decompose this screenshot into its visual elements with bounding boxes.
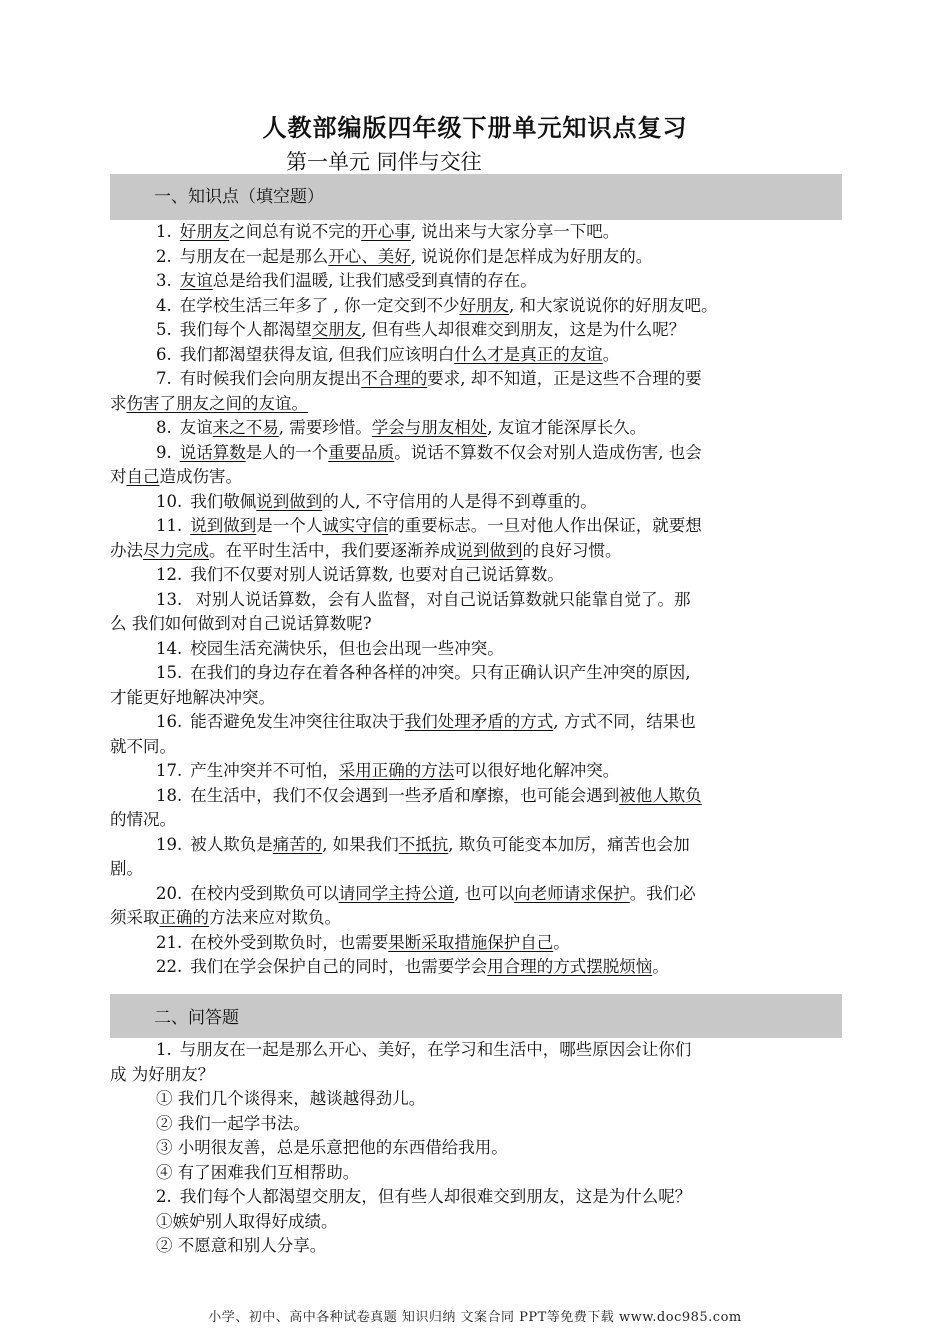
text-segment: 。在平时生活中，我们要逐渐养成 <box>209 540 457 560</box>
fill-in-answer: 正确的 <box>159 908 209 927</box>
question-item-continued <box>110 1063 842 1088</box>
text-segment: 是一个人 <box>256 516 323 535</box>
fill-in-answer: 交朋友 <box>311 320 362 339</box>
text-segment: 我们都渴望获得友谊, 但我们应该明白 <box>179 344 455 364</box>
text-segment: 在校外受到欺负时，也需要 <box>190 932 389 952</box>
text-segment: 对别人说话算数，会有人监督，对自己说话算数就只能靠自觉了。那 <box>190 589 691 609</box>
knowledge-item <box>110 514 842 539</box>
text-segment: 产生冲突并不可怕， <box>190 761 339 780</box>
item-number: 14. <box>156 638 183 658</box>
fill-in-answer: 学会与朋友相处 <box>371 418 488 437</box>
text-segment: , 友谊才能深厚长久。 <box>487 418 647 437</box>
section-heading-knowledge: 一、知识点（填空题） <box>110 174 842 220</box>
text-segment: , 欺负可能变本加厉，痛苦也会加 <box>448 834 690 854</box>
text-segment: 的情况。 <box>110 810 176 829</box>
text-segment: 在学校生活三年多了 , 你一定交到不少 <box>179 295 460 315</box>
knowledge-item-continued <box>110 465 842 490</box>
text-segment: , 也可以 <box>454 883 515 903</box>
knowledge-item <box>110 563 842 588</box>
text-segment: 么 我们如何做到对自己说话算数呢? <box>110 614 372 633</box>
knowledge-item <box>110 710 842 735</box>
item-number: 2. <box>156 1187 172 1206</box>
fill-in-answer: 不合理的 <box>361 369 428 388</box>
text-segment: 可以很好地化解冲突。 <box>454 761 620 780</box>
text-segment: 的人, 不守信用的人是得不到尊重的。 <box>322 491 597 511</box>
fill-in-answer: 说到做到 <box>256 491 323 511</box>
question-item <box>110 1185 842 1210</box>
document-title: 人教部编版四年级下册单元知识点复习 <box>262 114 688 142</box>
text-segment: 有时候我们会向朋友提出 <box>179 369 362 388</box>
fill-in-answer: 重要品质 <box>328 442 395 462</box>
knowledge-item-continued <box>110 539 842 564</box>
item-number: 7. <box>156 369 172 388</box>
knowledge-item <box>110 367 842 392</box>
knowledge-item <box>110 833 842 858</box>
fill-in-answer: 自己 <box>126 467 160 486</box>
item-number: 5. <box>156 320 172 339</box>
knowledge-list <box>110 220 842 980</box>
knowledge-item <box>110 441 842 466</box>
fill-in-answer: 伤害了朋友之间的友谊。 <box>126 393 308 413</box>
fill-in-answer: 什么才是真正的友谊 <box>454 344 603 364</box>
fill-in-answer: 我们处理矛盾的方式 <box>404 712 554 731</box>
item-number: 19. <box>156 834 183 854</box>
text-segment: 我们每个人都渴望交朋友，但有些人却很难交到朋友，这是为什么呢？ <box>179 1187 692 1206</box>
text-segment: , 如果我们 <box>322 834 399 854</box>
text-segment: , 和大家说说你的好朋友吧。 <box>509 295 718 315</box>
text-segment: 之间总有说不完的 <box>229 222 362 241</box>
knowledge-item-continued <box>110 906 842 931</box>
item-number: 20. <box>156 883 183 903</box>
section-heading-qa: 二、问答题 <box>110 994 842 1038</box>
fill-in-answer: 不抵抗 <box>398 834 449 854</box>
knowledge-item <box>110 245 842 270</box>
fill-in-answer: 开心事 <box>361 222 411 241</box>
text-segment: 友谊 <box>179 418 213 437</box>
text-segment: , 说出来与大家分享一下吧。 <box>410 222 620 241</box>
text-segment: 。说话不算数不仅会对别人造成伤害, 也会 <box>394 442 702 462</box>
text-segment: 校园生活充满快乐，但也会出现一些冲突。 <box>190 638 504 658</box>
knowledge-item <box>110 637 842 662</box>
text-segment: 。 <box>652 957 669 976</box>
fill-in-answer: 开心、美好 <box>328 246 411 266</box>
item-number: 13. <box>156 589 183 609</box>
fill-in-answer: 诚实守信 <box>322 516 389 535</box>
knowledge-item-continued <box>110 392 842 417</box>
item-number: 10. <box>156 491 183 511</box>
text-segment: 能否避免发生冲突往往取决于 <box>190 712 405 731</box>
item-number: 18. <box>156 785 183 805</box>
text-segment: , 方式不同，结果也 <box>553 712 696 731</box>
knowledge-item <box>110 269 842 294</box>
text-segment: 在校内受到欺负可以 <box>190 883 339 903</box>
answer-item: ① 我们几个谈得来，越谈越得劲儿。 <box>156 1089 426 1108</box>
knowledge-item <box>110 220 842 245</box>
item-number: 17. <box>156 761 183 780</box>
text-segment: 。 <box>602 344 620 364</box>
text-segment: 剧。 <box>110 859 143 878</box>
qa-list <box>110 1038 842 1259</box>
text-segment: 我们不仅要对别人说话算数, 也要对自己说话算数。 <box>190 565 564 584</box>
answer-item: ③ 小明很友善，总是乐意把他的东西借给我用。 <box>156 1138 508 1157</box>
knowledge-item <box>110 882 842 907</box>
knowledge-item <box>110 588 842 613</box>
knowledge-item <box>110 784 842 809</box>
text-segment: 是人的一个 <box>245 442 329 462</box>
item-number: 15. <box>156 663 183 682</box>
knowledge-item-continued <box>110 612 842 637</box>
fill-in-answer: 说到做到 <box>190 516 257 535</box>
fill-in-answer: 痛苦的 <box>272 834 323 854</box>
text-segment: 我们敬佩 <box>190 491 257 511</box>
text-segment: 的重要标志。一旦对他人作出保证，就要想 <box>388 516 702 535</box>
text-segment: 在我们的身边存在着各种各样的冲突。只有正确认识产生冲突的原因, <box>190 663 691 682</box>
item-number: 1. <box>156 222 172 241</box>
knowledge-item-continued <box>110 808 842 833</box>
knowledge-item-continued <box>110 735 842 760</box>
knowledge-item <box>110 294 842 319</box>
fill-in-answer: 请同学主持公道 <box>338 883 455 903</box>
text-segment: 的良好习惯。 <box>522 540 622 560</box>
text-segment: 总是给我们温暖, 让我们感受到真情的存在。 <box>212 271 537 290</box>
text-segment: 成 为好朋友？ <box>110 1064 215 1084</box>
text-segment: 造成伤害。 <box>159 467 242 486</box>
unit-subtitle: 第一单元 同伴与交往 <box>286 150 482 174</box>
fill-in-answer: 果断采取措施保护自己 <box>388 932 554 952</box>
answer-item: ② 不愿意和别人分享。 <box>156 1236 327 1255</box>
text-segment: 办法 <box>110 540 143 560</box>
answer-item: ② 我们一起学书法。 <box>156 1113 310 1133</box>
fill-in-answer: 采用正确的方法 <box>338 761 455 780</box>
text-segment: 。 <box>553 932 570 952</box>
item-number: 16. <box>156 712 183 731</box>
text-segment: 。我们必 <box>629 883 696 903</box>
fill-in-answer: 说到做到 <box>456 540 523 560</box>
question-item <box>110 1038 842 1063</box>
item-number: 8. <box>156 418 172 437</box>
text-segment: 求 <box>110 393 127 413</box>
fill-in-answer: 用合理的方式摆脱烦恼 <box>487 957 653 976</box>
text-segment: 就不同。 <box>110 736 176 756</box>
text-segment: 在生活中，我们不仅会遇到一些矛盾和摩擦，也可能会遇到 <box>190 785 620 805</box>
answer-item: ④ 有了困难我们互相帮助。 <box>156 1162 360 1182</box>
knowledge-item <box>110 955 842 980</box>
text-segment: 要求, 却不知道，正是这些不合理的要 <box>427 369 702 388</box>
answer-item: ①嫉妒别人取得好成绩。 <box>156 1211 338 1231</box>
item-number: 6. <box>156 344 172 364</box>
text-segment: 须采取 <box>110 908 160 927</box>
item-number: 21. <box>156 932 183 952</box>
knowledge-item <box>110 318 842 343</box>
item-number: 4. <box>156 295 172 315</box>
fill-in-answer: 好朋友 <box>179 222 230 241</box>
item-number: 11. <box>156 516 183 535</box>
text-segment: 我们每个人都渴望 <box>179 320 312 339</box>
item-number: 2. <box>156 246 172 266</box>
fill-in-answer: 友谊 <box>179 271 213 290</box>
text-segment: 与朋友在一起是那么开心、美好，在学习和生活中，哪些原因会让你们 <box>179 1040 692 1059</box>
fill-in-answer: 向老师请求保护 <box>514 883 630 903</box>
text-segment: 与朋友在一起是那么 <box>179 246 329 266</box>
knowledge-item <box>110 931 842 956</box>
text-segment: , 但有些人却很难交到朋友，这是为什么呢？ <box>361 320 686 339</box>
item-number: 1. <box>156 1040 172 1059</box>
knowledge-item <box>110 490 842 515</box>
knowledge-item <box>110 343 842 368</box>
knowledge-item-continued <box>110 686 842 711</box>
fill-in-answer: 好朋友 <box>459 295 509 315</box>
text-segment: , 说说你们是怎样成为好朋友的。 <box>410 246 653 266</box>
fill-in-answer: 说话算数 <box>179 442 246 462</box>
knowledge-item <box>110 416 842 441</box>
text-segment: 方法来应对欺负。 <box>209 908 341 927</box>
knowledge-item <box>110 759 842 784</box>
item-number: 9. <box>156 442 172 462</box>
fill-in-answer: 来之不易 <box>212 418 279 437</box>
text-segment: 对 <box>110 467 127 486</box>
fill-in-answer: 尽力完成 <box>143 540 209 560</box>
text-segment: 我们在学会保护自己的同时，也需要学会 <box>190 957 488 976</box>
text-segment: , 需要珍惜。 <box>278 418 372 437</box>
item-number: 3. <box>156 271 172 290</box>
knowledge-item-continued <box>110 857 842 882</box>
item-number: 12. <box>156 565 183 584</box>
page-footer: 小学、初中、高中各种试卷真题 知识归纳 文案合同 PPT等免费下载 www.doc985.com <box>208 1310 742 1325</box>
item-number: 22. <box>156 957 183 976</box>
fill-in-answer: 被他人欺负 <box>619 785 702 805</box>
knowledge-item <box>110 661 842 686</box>
text-segment: 才能更好地解决冲突。 <box>110 687 275 707</box>
text-segment: 被人欺负是 <box>190 834 273 854</box>
